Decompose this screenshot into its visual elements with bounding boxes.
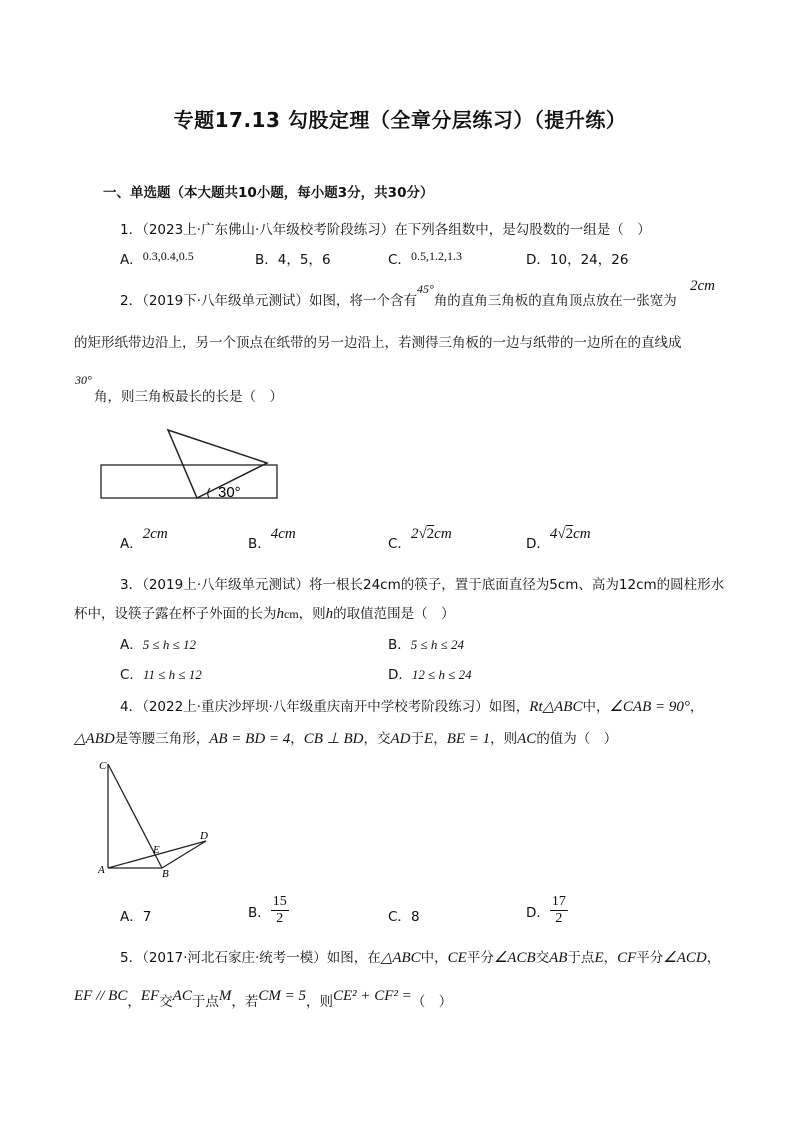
option-a[interactable] <box>120 905 151 925</box>
radicand: 2 <box>565 526 574 542</box>
option-label: D． <box>526 536 550 552</box>
q5-text: ，若 <box>231 994 259 1010</box>
option-value: 4cm <box>270 526 296 542</box>
option-value: 5 ≤ h ≤ 12 <box>142 637 197 652</box>
page-title: 专题17.13 勾股定理（全章分层练习）（提升练） <box>173 108 627 132</box>
triangle-abd: △ABD <box>74 731 115 747</box>
label-b: B <box>162 868 169 879</box>
option-d[interactable] <box>526 248 628 268</box>
segment-bd <box>162 841 206 868</box>
paper-strip <box>101 465 277 498</box>
option-label: D． <box>388 667 412 683</box>
option-c[interactable] <box>120 663 202 683</box>
point-e: E <box>594 950 604 966</box>
q3-text: 的取值范围是（ ） <box>333 606 455 622</box>
q5-text: ， <box>706 950 721 966</box>
question-2-line1 <box>120 282 677 309</box>
option-label: B． <box>248 536 271 552</box>
width-value: 2cm <box>690 278 715 294</box>
q5-text: 平分 <box>466 950 494 966</box>
option-b[interactable] <box>255 248 331 268</box>
option-value: 4√2cm <box>549 526 591 542</box>
q4-text: ，交 <box>363 731 391 747</box>
point-m: M <box>218 988 232 1004</box>
option-d[interactable] <box>388 663 472 683</box>
option-value: 10，24，26 <box>549 252 629 268</box>
angle-30: 30° <box>75 373 92 387</box>
angle-cab: ∠CAB = 90° <box>609 699 690 715</box>
angle-acd: ∠ACD <box>663 950 707 966</box>
q4-text: 4．（2022上·重庆沙坪坝·八年级重庆南开中学校考阶段练习）如图， <box>120 699 530 715</box>
option-label: B． <box>255 252 278 268</box>
option-value: 2√2cm <box>410 526 452 542</box>
option-c[interactable] <box>388 905 420 925</box>
question-5-line2 <box>74 990 452 1011</box>
expr-ce-cf: CE² + CF² = <box>332 988 412 1004</box>
eq-ab-bd: AB = BD = 4 <box>209 731 291 747</box>
q5-text: 交 <box>159 994 173 1010</box>
unit: cm <box>573 526 591 542</box>
question-2-line2: 的矩形纸带边沿上，另一个顶点在纸带的另一边沿上，若测得三角板的一边与纸带的一边所在的直线成 <box>74 335 682 351</box>
option-value: 4，5，6 <box>277 252 331 268</box>
point-e: E <box>424 731 434 747</box>
var-h: h <box>325 606 334 622</box>
seg-ef: EF <box>140 988 160 1004</box>
option-value <box>271 894 289 927</box>
numerator: 17 <box>551 894 566 909</box>
option-label: A． <box>120 909 143 925</box>
ef-parallel-bc: EF // BC <box>74 988 128 1004</box>
option-value <box>550 894 568 927</box>
q3-text: 杯中，设筷子露在杯子外面的长为 <box>74 606 277 622</box>
unit-cm: cm <box>284 607 299 621</box>
option-value: 0.5,1.2,1.3 <box>410 249 462 263</box>
q4-text: 的值为（ ） <box>536 731 618 747</box>
label-d: D <box>200 830 208 842</box>
option-label: D． <box>526 904 550 921</box>
q5-text: 平分 <box>636 950 664 966</box>
angle-acb: ∠ACB <box>493 950 536 966</box>
option-c[interactable] <box>388 248 462 268</box>
q3-text: ，则 <box>298 606 326 622</box>
q4-text: 是等腰三角形， <box>114 731 210 747</box>
q4-text: 中， <box>582 699 610 715</box>
q5-text: ，则 <box>305 994 333 1010</box>
radicand: 2 <box>426 526 435 542</box>
question-2-line3: 角，则三角板最长的长是（ ） <box>94 389 283 405</box>
question-4-line2 <box>74 727 617 748</box>
q4-text: ， <box>689 699 704 715</box>
option-label: D． <box>526 252 550 268</box>
option-b[interactable] <box>388 633 464 653</box>
q2-text: 2．（2019下·八年级单元测试）如图，将一个含有 <box>120 293 417 309</box>
seg-cf: CF <box>617 950 637 966</box>
label-a: A <box>98 864 105 876</box>
q5-text: 5．（2017·河北石家庄·统考一模）如图，在 <box>120 950 381 966</box>
option-value: 5 ≤ h ≤ 24 <box>410 637 465 652</box>
option-value: 2cm <box>142 526 168 542</box>
option-b[interactable] <box>248 526 296 552</box>
q4-text: ， <box>433 731 447 747</box>
option-d[interactable] <box>526 894 568 927</box>
option-value: 12 ≤ h ≤ 24 <box>411 667 472 682</box>
q4-text: ，则 <box>490 731 518 747</box>
seg-ac: AC <box>172 988 192 1004</box>
triangle-strip-figure <box>96 426 296 506</box>
option-d[interactable] <box>526 526 591 552</box>
q2-text: 角的直角三角板的直角顶点放在一张宽为 <box>433 293 677 309</box>
question-3-line1: 3．（2019上·八年级单元测试）将一根长24cm的筷子，置于底面直径为5cm、高为12cm的圆柱形水 <box>120 577 725 593</box>
option-label: C． <box>388 909 411 925</box>
denominator: 2 <box>276 911 284 926</box>
q5-text: ， <box>127 994 141 1010</box>
q5-text: 于点 <box>191 994 219 1010</box>
seg-ad: AD <box>390 731 411 747</box>
section-heading: 一、单选题（本大题共10小题，每小题3分，共30分） <box>103 185 434 201</box>
q5-text: 中， <box>420 950 448 966</box>
label-c: C <box>99 760 107 772</box>
question-4-line1 <box>120 695 703 716</box>
figure-angle-label: 30° <box>218 484 241 501</box>
seg-ab: AB <box>549 950 568 966</box>
q5-text: 交 <box>535 950 550 966</box>
option-label: C． <box>388 536 411 552</box>
var-h: h <box>276 606 284 622</box>
option-a[interactable] <box>120 248 194 268</box>
q5-text: ， <box>603 950 618 966</box>
option-value: 8 <box>410 909 420 925</box>
option-c[interactable] <box>388 526 452 552</box>
q5-text: 于点 <box>567 950 595 966</box>
numerator: 15 <box>272 894 287 909</box>
geometry-figure <box>96 754 226 879</box>
seg-ce: CE <box>447 950 467 966</box>
option-b[interactable] <box>248 894 289 927</box>
option-value: 0.3,0.4,0.5 <box>142 249 194 263</box>
triangle-abc: △ABC <box>380 950 421 966</box>
option-label: B． <box>248 904 271 921</box>
coefficient: 2 <box>410 526 419 542</box>
option-label: C． <box>120 667 143 683</box>
option-value: 11 ≤ h ≤ 12 <box>142 667 202 682</box>
label-e: E <box>153 844 160 856</box>
option-a[interactable] <box>120 633 196 653</box>
denominator: 2 <box>555 911 563 926</box>
q4-text: 于 <box>410 731 425 747</box>
question-3-line2 <box>74 602 455 623</box>
coefficient: 4 <box>549 526 558 542</box>
option-value: 7 <box>142 909 152 925</box>
answer-paren: （ ） <box>411 994 453 1010</box>
option-a[interactable] <box>120 526 168 552</box>
option-label: B． <box>388 637 411 653</box>
eq-be: BE = 1 <box>446 731 491 747</box>
option-label: A． <box>120 252 143 268</box>
option-label: A． <box>120 536 143 552</box>
perp-cb-bd: CB ⊥ BD <box>303 731 364 747</box>
unit: cm <box>434 526 452 542</box>
option-label: C． <box>388 252 411 268</box>
question-5-line1 <box>120 946 720 967</box>
rt-triangle: Rt△ABC <box>529 699 583 715</box>
q4-text: ， <box>290 731 304 747</box>
option-label: A． <box>120 637 143 653</box>
angle-arc <box>208 488 210 498</box>
angle-45: 45° <box>417 282 434 296</box>
eq-cm: CM = 5 <box>258 988 306 1004</box>
seg-ac: AC <box>517 731 537 747</box>
question-1-stem: 1．（2023上·广东佛山·八年级校考阶段练习）在下列各组数中，是勾股数的一组是（ ） <box>120 222 651 238</box>
